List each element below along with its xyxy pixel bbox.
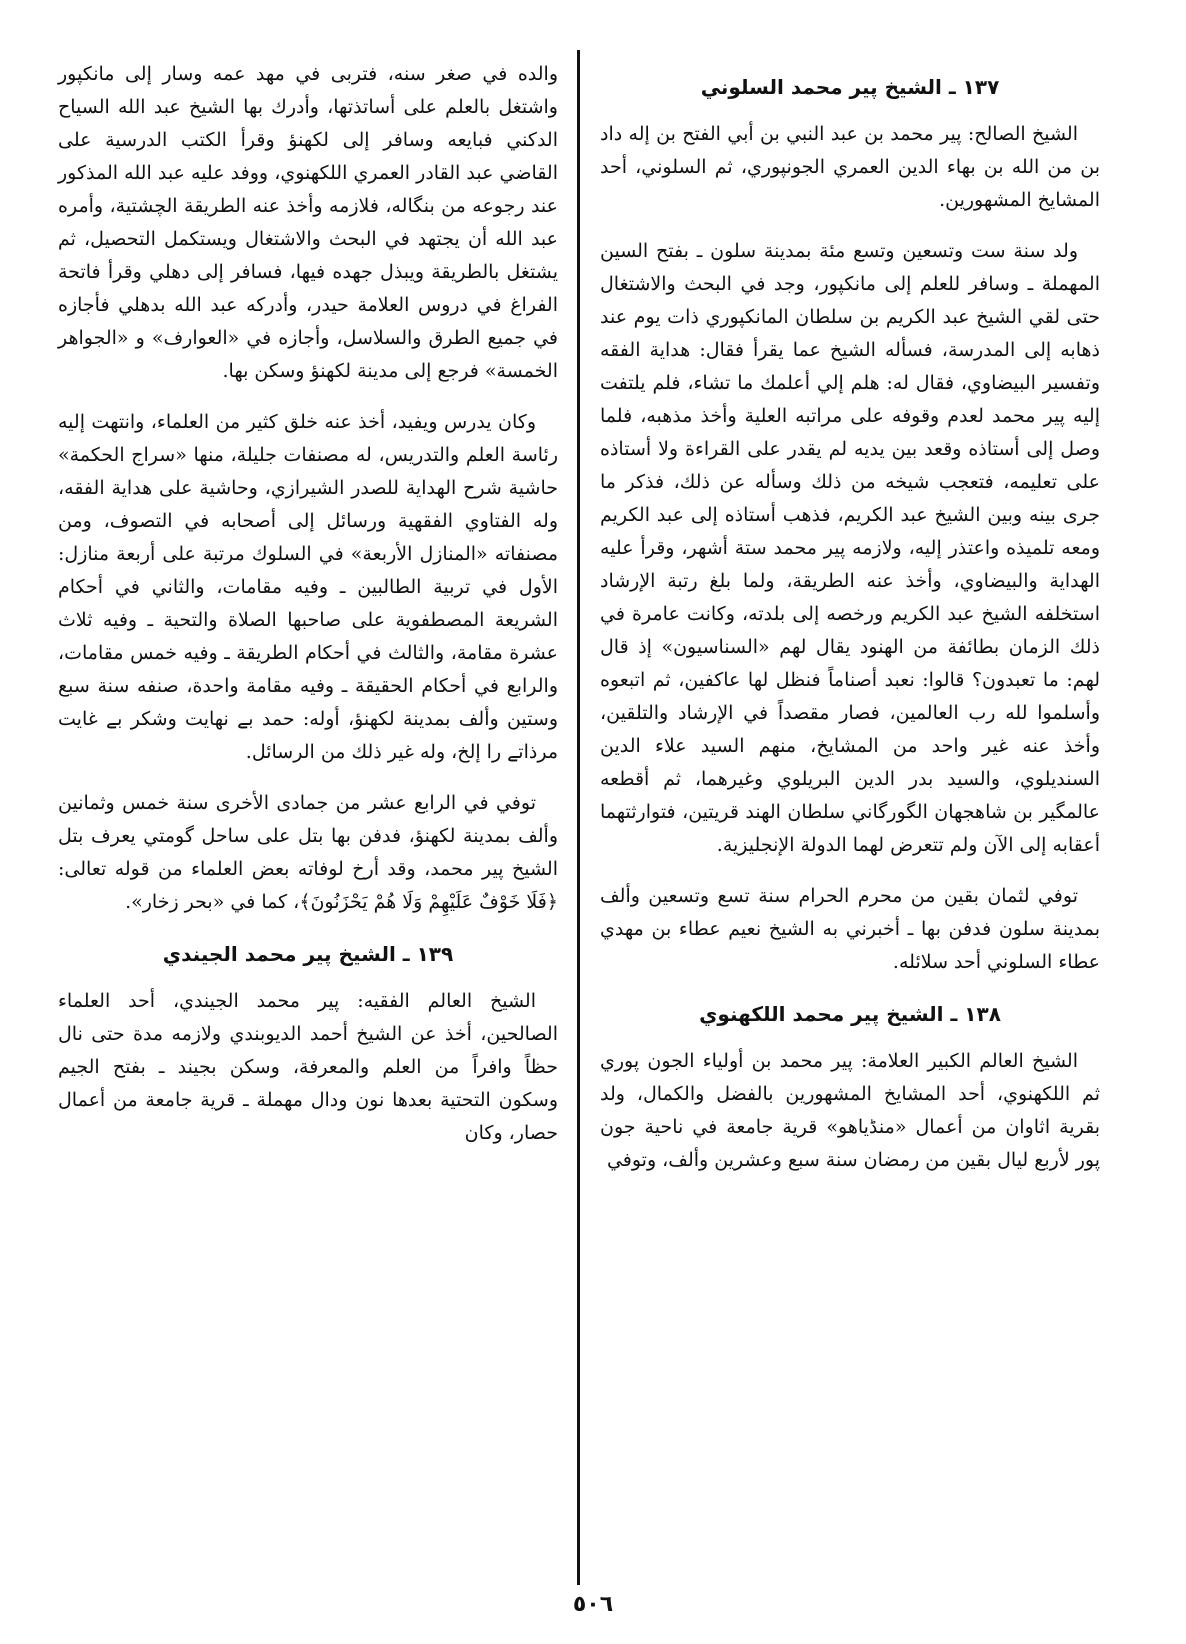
paragraph-137-death: توفي لثمان بقين من محرم الحرام سنة تسع وتسعين وألف بمدينة سلون فدفن بها ـ أخبرني به الشيخ نعيم عطاء بن مهدي عطاء السلوني أحد سلائله.	[600, 885, 1100, 973]
right-column	[600, 58, 1100, 1195]
heading-137: ١٣٧ ـ الشيخ پير محمد السلوني	[700, 75, 1000, 99]
paragraph-137-intro: الشيخ الصالح: پير محمد بن عبد النبي بن أبي الفتح بن إله داد بن من الله بن بهاء الدين العمري الجونپوري، ثم السلوني، أحد المشايخ المشهورين.	[600, 123, 1100, 211]
paragraph-138-intro: الشيخ العالم الكبير العلامة: پير محمد بن أولياء الجون پوري ثم اللكهنوي، أحد المشايخ المشهورين بالفضل والكمال، ولد بقرية اثاوان من أعمال «منڈياهو» قرية جامعة في ناحية جون پور لأربع ليال بقين من رمضان سنة سبع وعشرين وألف، وتوفي	[600, 1050, 1100, 1171]
page-number: ٥٠٦	[572, 1592, 614, 1617]
heading-139: ١٣٩ ـ الشيخ پير محمد الجيندي	[162, 942, 454, 966]
paragraph-138-works: وكان يدرس ويفيد، أخذ عنه خلق كثير من العلماء، وانتهت إليه رئاسة العلم والتدريس، له مصنفات جليلة، منها «سراج الحكمة» حاشية شرح الهداية للصدر الشيرازي، وحاشية على هداية الفقه، وله الفتاوي الفقهية ورسائل إلى أصحابه في التصوف، ومن مصنفاته «المنازل الأربعة» في السلوك مرتبة على أربعة منازل: الأول في تربية الطالبين ـ وفيه مقامات، والثاني في أحكام الشريعة المصطفوية على صاحبها الصلاة والتحية ـ وفيه ثلاث عشرة مقامة، والثالث في أحكام الطريقة ـ وفيه خمس مقامات، والرابع في أحكام الحقيقة ـ وفيه مقامة واحدة، صنفه سنة سبع وستين وألف بمدينة لكهنؤ، أوله: حمد بے نهايت وشكر بے غايت مرذاتے را إلخ، وله غير ذلك من الرسائل.	[58, 411, 558, 763]
left-column	[58, 58, 558, 1168]
paragraph-139-intro: الشيخ العالم الفقيه: پير محمد الجيندي، أحد العلماء الصالحين، أخذ عن الشيخ أحمد الديوبندي ولازمه مدة حتى نال حظاً وافراً من العلم والمعرفة، وسكن بجيند ـ بفتح الجيم وسكون التحتية بعدها نون ودال مهملة ـ قرية جامعة من أعمال حصار، وكان	[58, 990, 558, 1144]
paragraph-138-continued: والده في صغر سنه، فتربى في مهد عمه وسار إلى مانكپور واشتغل بالعلم على أساتذتها، وأدرك بها الشيخ عبد الله السياح الدكني فبايعه وسافر إلى لكهنؤ وقرأ الكتب الدرسية على القاضي عبد القادر العمري اللكهنوي، ووفد عليه عبد الله المذكور عند رجوعه من بنگاله، فلازمه وأخذ عنه الطريقة الچشتية، وأمره عبد الله أن يجتهد في البحث والاشتغال ويستكمل التحصيل، ثم يشتغل بالطريقة ويبذل جهده فيها، فسافر إلى دهلي وقرأ فاتحة الفراغ في دروس العلامة حيدر، وأدركه عبد الله بدهلي فأجازه في جميع الطرق والسلاسل، وأجازه في «العوارف» و «الجواهر الخمسة» فرجع إلى مدينة لكهنؤ وسكن بها.	[58, 63, 558, 382]
column-divider	[577, 50, 580, 1585]
paragraph-138-death: توفي في الرابع عشر من جمادى الأخرى سنة خمس وثمانين وألف بمدينة لكهنؤ، فدفن بها بتل على ساحل گومتي يعرف بتل الشيخ پير محمد، وقد أرخ لوفاته بعض العلماء من قوله تعالى: ﴿فَلَا خَوْفٌ عَلَيْهِمْ وَلَا هُمْ يَحْزَنُونَ﴾، كما في «بحر زخار».	[58, 792, 558, 913]
paragraph-137-biography: ولد سنة ست وتسعين وتسع مئة بمدينة سلون ـ بفتح السين المهملة ـ وسافر للعلم إلى مانكپور، وجد في البحث والاشتغال حتى لقي الشيخ عبد الكريم بن سلطان المانكپوري ذات يوم عند ذهابه إلى المدرسة، فسأله الشيخ عما يقرأ فقال: هداية الفقه وتفسير البيضاوي، فقال له: هلم إلي أعلمك ما تشاء، فلم يلتفت إليه پير محمد لعدم وقوفه على مراتبه العلية وأخذ مذهبه، فلما وصل إلى أستاذه وقعد بين يديه لم يقدر على القراءة ولا أستاذه على تعليمه، فتعجب شيخه من ذلك وسأله عن ذلك، فذكر ما جرى بينه وبين الشيخ عبد الكريم، فذهب أستاذه إلى عبد الكريم ومعه تلميذه واعتذر إليه، ولازمه پير محمد ستة أشهر، وقرأ عليه الهداية والبيضاوي، وأخذ عنه الطريقة، ولما بلغ رتبة الإرشاد استخلفه الشيخ عبد الكريم ورخصه إلى بلدته، وكانت عامرة في ذلك الزمان بطائفة من الهنود يقال لهم «السناسيون» إذ قال لهم: ما تعبدون؟ قالوا: نعبد أصناماً فنظل لها عاكفين، ثم اتبعوه وأسلموا لله رب العالمين، فصار مقصداً في الإرشاد والتلقين، وأخذ عنه غير واحد من المشايخ، منهم السيد علاء الدين السنديلوي، والسيد بدر الدين البريلوي وغيرهما، ثم أقطعه عالمگير بن شاهجهان الگورگاني سلطان الهند قريتين، فتوارثتهما أعقابه إلى الآن ولم تتعرض لهما الدولة الإنجليزية.	[600, 240, 1100, 856]
heading-138: ١٣٨ ـ الشيخ پير محمد اللكهنوي	[699, 1002, 1001, 1026]
